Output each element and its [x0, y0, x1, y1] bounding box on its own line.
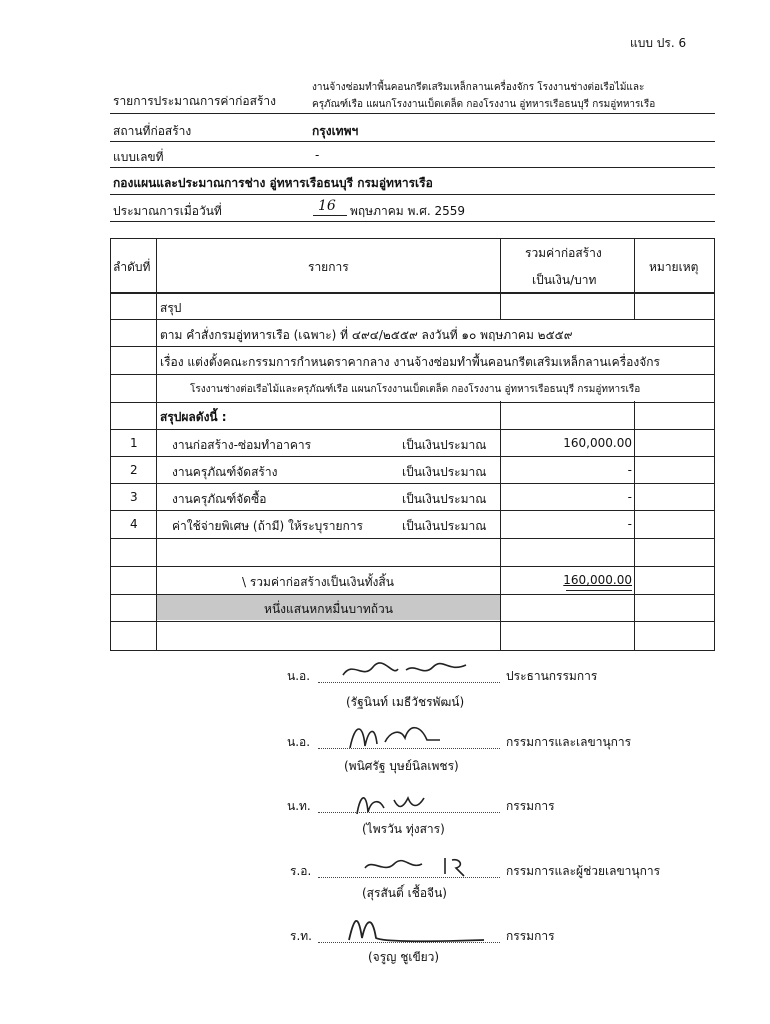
handwritten-signature [338, 655, 478, 689]
header-value-estimate-line2: ครุภัณฑ์เรือ แผนกโรงงานเบ็ดเตล็ด กองโรงงาน อู่ทหารเรือธนบุรี กรมอู่ทหารเรือ [312, 99, 656, 110]
item-amount: - [627, 517, 632, 531]
total-double-underline [566, 590, 632, 591]
item-amount: 160,000.00 [563, 436, 632, 450]
item-note: เป็นเงินประมาณ [402, 438, 487, 452]
signer-rank: ร.ท. [290, 929, 312, 943]
row-divider [110, 566, 714, 567]
item-no: 2 [130, 463, 138, 477]
handwritten-signature [344, 908, 494, 948]
row-divider [157, 374, 714, 375]
row-divider [110, 621, 714, 622]
th-item: รายการ [308, 260, 349, 274]
handwritten-signature [352, 786, 452, 822]
divider [110, 221, 715, 222]
header-label-design-no: แบบเลขที่ [113, 150, 164, 164]
item-no: 3 [130, 490, 138, 504]
column-divider [634, 238, 635, 650]
signer-name: (ไพรวัน ทุ่งสาร) [362, 822, 445, 836]
header-label-site: สถานที่ก่อสร้าง [113, 124, 192, 138]
signer-role: กรรมการและผู้ช่วยเลขานุการ [506, 864, 661, 878]
item-no: 4 [130, 517, 138, 531]
row-divider [110, 538, 714, 539]
th-no: ลำดับที่ [113, 260, 151, 274]
item-name: งานครุภัณฑ์จัดซื้อ [172, 492, 267, 506]
item-note: เป็นเงินประมาณ [402, 465, 487, 479]
row-divider [110, 456, 714, 457]
row-divider [110, 510, 714, 511]
header-value-design-no: - [315, 148, 320, 162]
results-label: สรุปผลดังนี้ : [160, 410, 227, 424]
total-amount: 160,000.00 [563, 573, 632, 587]
subject-line: เรื่อง แต่งตั้งคณะกรรมการกำหนดราคากลาง งานจ้างซ่อมทำพื้นคอนกรีตเสริมเหล็กลานเครื่องจักร [160, 355, 660, 369]
header-label-estimate: รายการประมาณการค่าก่อสร้าง [113, 94, 277, 108]
item-note: เป็นเงินประมาณ [402, 519, 487, 533]
handwritten-signature [360, 854, 480, 884]
item-name: ค่าใช้จ่ายพิเศษ (ถ้ามี) ให้ระบุรายการ [172, 519, 363, 533]
item-name: งานครุภัณฑ์จัดสร้าง [172, 465, 278, 479]
th-total-1: รวมค่าก่อสร้าง [525, 246, 602, 260]
item-name: งานก่อสร้าง-ซ่อมทำอาคาร [172, 438, 312, 452]
row-divider [110, 483, 714, 484]
signer-rank: น.อ. [287, 669, 311, 683]
header-value-date: พฤษภาคม พ.ศ. 2559 [350, 204, 465, 218]
date-underline [313, 215, 347, 216]
item-no: 1 [130, 436, 138, 450]
row-divider [110, 429, 714, 430]
form-code: แบบ ปร. 6 [630, 36, 687, 50]
signer-name: (จรูญ ชูเขียว) [368, 950, 440, 964]
summary-label: สรุป [160, 301, 182, 315]
row-divider [157, 346, 714, 347]
th-remark: หมายเหตุ [649, 260, 699, 274]
total-label: \ รวมค่าก่อสร้างเป็นเงินทั้งสิ้น [242, 575, 394, 589]
item-note: เป็นเงินประมาณ [402, 492, 487, 506]
item-amount: - [627, 490, 632, 504]
subject-line-2: โรงงานช่างต่อเรือไม้และครุภัณฑ์เรือ แผนกโรงงานเบ็ดเตล็ด กองโรงงาน อู่ทหารเรือธนบุรี กรมอู่ทหารเรือ [190, 384, 641, 395]
amount-words: หนึ่งแสนหกหมื่นบาทถ้วน [264, 602, 393, 616]
signer-rank: ร.อ. [290, 864, 312, 878]
signer-name: (สุรสันติ์ เชื้อจีน) [362, 886, 447, 900]
th-total-2: เป็นเงิน/บาท [532, 273, 597, 287]
column-divider [156, 238, 157, 650]
header-value-site: กรุงเทพฯ [312, 124, 359, 138]
signer-role: กรรมการและเลขานุการ [506, 735, 632, 749]
signer-name: (พนิศรัฐ บุษย์นิลเพชร) [344, 759, 459, 773]
signer-name: (รัฐนินท์ เมธีวัชรพัฒน์) [346, 695, 465, 709]
row-divider [110, 402, 714, 403]
header-divider [110, 292, 714, 294]
divider [110, 141, 715, 142]
header-label-date: ประมาณการเมื่อวันที่ [113, 204, 222, 218]
handwritten-day: 16 [318, 198, 336, 214]
divider [110, 167, 715, 168]
divider [110, 113, 715, 114]
signer-role: ประธานกรรมการ [506, 669, 598, 683]
signer-rank: น.ท. [287, 799, 311, 813]
header-value-estimate-line1: งานจ้างซ่อมทำพื้นคอนกรีตเสริมเหล็กลานเครื่องจักร โรงงานช่างต่อเรือไม้และ [312, 82, 645, 93]
signer-role: กรรมการ [506, 799, 555, 813]
header-department: กองแผนและประมาณการช่าง อู่ทหารเรือธนบุรี กรมอู่ทหารเรือ [113, 176, 433, 190]
item-amount: - [627, 463, 632, 477]
signer-rank: น.อ. [287, 735, 311, 749]
signer-role: กรรมการ [506, 929, 555, 943]
order-line: ตาม คำสั่งกรมอู่ทหารเรือ (เฉพาะ) ที่ ๔๙๔/๒๕๕๙ ลงวันที่ ๑๐ พฤษภาคม ๒๕๕๙ [160, 328, 573, 342]
handwritten-signature [345, 718, 465, 758]
divider [110, 194, 715, 195]
